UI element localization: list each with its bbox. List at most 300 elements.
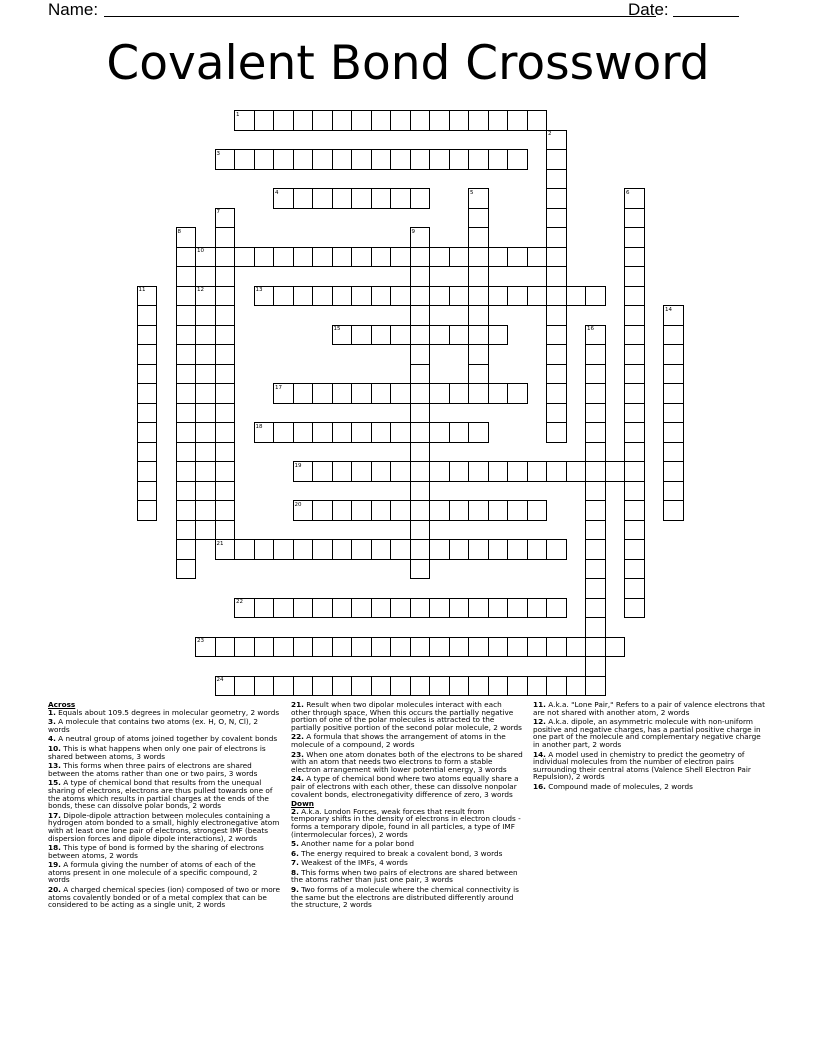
grid-cell[interactable]: [546, 305, 567, 326]
grid-cell[interactable]: [273, 149, 294, 170]
grid-cell[interactable]: [429, 383, 450, 404]
grid-cell[interactable]: [624, 286, 645, 307]
grid-cell[interactable]: [585, 442, 606, 463]
grid-cell[interactable]: [410, 364, 431, 385]
grid-cell[interactable]: [176, 325, 197, 346]
grid-cell[interactable]: [410, 539, 431, 560]
grid-cell[interactable]: [546, 598, 567, 619]
grid-cell[interactable]: [507, 247, 528, 268]
grid-cell[interactable]: [624, 598, 645, 619]
grid-cell[interactable]: [585, 598, 606, 619]
grid-cell[interactable]: [176, 559, 197, 580]
grid-cell[interactable]: [546, 344, 567, 365]
grid-cell[interactable]: [371, 325, 392, 346]
grid-cell[interactable]: [176, 539, 197, 560]
grid-cell[interactable]: [390, 383, 411, 404]
grid-cell[interactable]: [312, 461, 333, 482]
grid-cell[interactable]: [507, 637, 528, 658]
grid-cell[interactable]: [371, 110, 392, 131]
grid-cell[interactable]: [137, 383, 158, 404]
grid-cell[interactable]: [293, 149, 314, 170]
grid-cell[interactable]: [176, 266, 197, 287]
grid-cell[interactable]: [585, 617, 606, 638]
grid-cell[interactable]: [585, 383, 606, 404]
grid-cell[interactable]: [410, 383, 431, 404]
grid-cell[interactable]: [585, 539, 606, 560]
grid-cell[interactable]: [624, 520, 645, 541]
grid-cell[interactable]: [410, 500, 431, 521]
grid-cell[interactable]: [215, 247, 236, 268]
grid-cell[interactable]: [585, 500, 606, 521]
grid-cell[interactable]: [585, 364, 606, 385]
grid-cell[interactable]: [176, 500, 197, 521]
grid-cell[interactable]: [137, 325, 158, 346]
grid-cell[interactable]: [215, 481, 236, 502]
grid-cell[interactable]: [312, 149, 333, 170]
grid-cell[interactable]: [410, 559, 431, 580]
grid-cell[interactable]: [195, 520, 216, 541]
grid-cell[interactable]: [254, 247, 275, 268]
grid-cell[interactable]: [585, 559, 606, 580]
grid-cell[interactable]: [663, 403, 684, 424]
grid-cell[interactable]: [546, 286, 567, 307]
grid-cell[interactable]: [195, 461, 216, 482]
grid-cell[interactable]: [371, 461, 392, 482]
grid-cell[interactable]: [624, 481, 645, 502]
grid-cell[interactable]: [176, 481, 197, 502]
grid-cell[interactable]: [624, 461, 645, 482]
grid-cell[interactable]: [624, 266, 645, 287]
grid-cell[interactable]: [371, 637, 392, 658]
grid-cell[interactable]: [351, 325, 372, 346]
grid-cell[interactable]: [624, 442, 645, 463]
grid-cell[interactable]: [449, 500, 470, 521]
grid-cell[interactable]: [468, 247, 489, 268]
grid-cell[interactable]: [585, 656, 606, 677]
grid-cell[interactable]: [585, 461, 606, 482]
grid-cell[interactable]: [663, 344, 684, 365]
grid-cell[interactable]: [390, 247, 411, 268]
grid-cell[interactable]: [410, 266, 431, 287]
grid-cell[interactable]: [663, 500, 684, 521]
grid-cell[interactable]: [215, 520, 236, 541]
grid-cell[interactable]: [468, 227, 489, 248]
grid-cell[interactable]: [410, 325, 431, 346]
grid-cell[interactable]: [137, 305, 158, 326]
grid-cell[interactable]: [215, 305, 236, 326]
grid-cell[interactable]: [546, 422, 567, 443]
grid-cell[interactable]: [273, 110, 294, 131]
grid-cell[interactable]: [312, 637, 333, 658]
grid-cell[interactable]: [351, 422, 372, 443]
grid-cell[interactable]: [624, 422, 645, 443]
grid-cell[interactable]: [585, 520, 606, 541]
grid-cell[interactable]: [371, 500, 392, 521]
grid-cell[interactable]: [351, 188, 372, 209]
grid-cell[interactable]: [566, 461, 587, 482]
grid-cell[interactable]: [546, 539, 567, 560]
grid-cell[interactable]: [215, 461, 236, 482]
grid-cell[interactable]: [449, 637, 470, 658]
grid-cell[interactable]: [507, 598, 528, 619]
grid-cell[interactable]: [176, 364, 197, 385]
grid-cell[interactable]: [195, 442, 216, 463]
grid-cell[interactable]: [215, 442, 236, 463]
grid-cell[interactable]: [332, 637, 353, 658]
grid-cell[interactable]: [176, 247, 197, 268]
grid-cell[interactable]: [663, 325, 684, 346]
grid-cell[interactable]: [449, 539, 470, 560]
grid-cell[interactable]: [312, 383, 333, 404]
grid-cell[interactable]: [624, 305, 645, 326]
grid-cell[interactable]: [429, 422, 450, 443]
grid-cell[interactable]: [234, 247, 255, 268]
grid-cell[interactable]: [176, 305, 197, 326]
grid-cell[interactable]: [195, 344, 216, 365]
grid-cell[interactable]: [293, 539, 314, 560]
grid-cell[interactable]: [273, 247, 294, 268]
grid-cell[interactable]: [312, 500, 333, 521]
grid-cell[interactable]: [488, 637, 509, 658]
grid-cell[interactable]: [410, 481, 431, 502]
grid-cell[interactable]: [371, 676, 392, 697]
grid-cell[interactable]: [449, 383, 470, 404]
grid-cell[interactable]: [488, 286, 509, 307]
grid-cell[interactable]: [527, 500, 548, 521]
grid-cell[interactable]: [624, 500, 645, 521]
grid-cell[interactable]: [371, 422, 392, 443]
grid-cell[interactable]: [390, 325, 411, 346]
grid-cell[interactable]: [195, 500, 216, 521]
grid-cell[interactable]: [468, 364, 489, 385]
grid-cell[interactable]: [332, 110, 353, 131]
grid-cell[interactable]: [195, 481, 216, 502]
grid-cell[interactable]: [176, 403, 197, 424]
grid-cell[interactable]: [273, 539, 294, 560]
grid-cell[interactable]: [527, 637, 548, 658]
grid-cell[interactable]: [137, 403, 158, 424]
grid-cell[interactable]: [215, 637, 236, 658]
grid-cell[interactable]: [312, 110, 333, 131]
grid-cell[interactable]: [234, 149, 255, 170]
grid-cell[interactable]: [429, 676, 450, 697]
grid-cell[interactable]: [566, 286, 587, 307]
grid-cell[interactable]: [429, 637, 450, 658]
grid-cell[interactable]: [195, 364, 216, 385]
grid-cell[interactable]: [234, 637, 255, 658]
grid-cell[interactable]: [254, 598, 275, 619]
grid-cell[interactable]: [332, 188, 353, 209]
grid-cell[interactable]: [215, 325, 236, 346]
grid-cell[interactable]: [410, 520, 431, 541]
grid-cell[interactable]: [215, 403, 236, 424]
grid-cell[interactable]: [624, 208, 645, 229]
grid-cell[interactable]: [429, 286, 450, 307]
grid-cell[interactable]: [624, 227, 645, 248]
grid-cell[interactable]: [332, 500, 353, 521]
grid-cell[interactable]: [410, 676, 431, 697]
grid-cell[interactable]: [390, 676, 411, 697]
grid-cell[interactable]: [488, 676, 509, 697]
grid-cell[interactable]: [663, 461, 684, 482]
grid-cell[interactable]: [468, 286, 489, 307]
grid-cell[interactable]: [254, 539, 275, 560]
grid-cell[interactable]: [410, 637, 431, 658]
grid-cell[interactable]: [546, 208, 567, 229]
grid-cell[interactable]: [449, 149, 470, 170]
grid-cell[interactable]: [468, 598, 489, 619]
grid-cell[interactable]: [351, 500, 372, 521]
grid-cell[interactable]: [332, 422, 353, 443]
grid-cell[interactable]: [371, 286, 392, 307]
grid-cell[interactable]: [351, 598, 372, 619]
grid-cell[interactable]: [468, 325, 489, 346]
grid-cell[interactable]: [312, 286, 333, 307]
grid-cell[interactable]: [176, 442, 197, 463]
grid-cell[interactable]: [312, 422, 333, 443]
grid-cell[interactable]: [293, 110, 314, 131]
grid-cell[interactable]: [390, 637, 411, 658]
grid-cell[interactable]: [585, 637, 606, 658]
grid-cell[interactable]: [429, 325, 450, 346]
grid-cell[interactable]: [546, 383, 567, 404]
grid-cell[interactable]: [488, 110, 509, 131]
grid-cell[interactable]: [527, 461, 548, 482]
grid-cell[interactable]: [293, 598, 314, 619]
grid-cell[interactable]: [624, 247, 645, 268]
grid-cell[interactable]: [468, 149, 489, 170]
grid-cell[interactable]: [215, 422, 236, 443]
grid-cell[interactable]: [312, 676, 333, 697]
grid-cell[interactable]: [332, 383, 353, 404]
grid-cell[interactable]: [176, 344, 197, 365]
grid-cell[interactable]: [507, 676, 528, 697]
grid-cell[interactable]: [351, 247, 372, 268]
grid-cell[interactable]: [332, 539, 353, 560]
grid-cell[interactable]: [507, 383, 528, 404]
grid-cell[interactable]: [546, 461, 567, 482]
grid-cell[interactable]: [624, 578, 645, 599]
grid-cell[interactable]: [429, 461, 450, 482]
grid-cell[interactable]: [410, 598, 431, 619]
grid-cell[interactable]: [566, 676, 587, 697]
grid-cell[interactable]: [215, 383, 236, 404]
grid-cell[interactable]: [195, 383, 216, 404]
grid-cell[interactable]: [624, 344, 645, 365]
grid-cell[interactable]: [351, 286, 372, 307]
grid-cell[interactable]: [273, 676, 294, 697]
grid-cell[interactable]: [624, 383, 645, 404]
grid-cell[interactable]: [507, 149, 528, 170]
grid-cell[interactable]: [507, 461, 528, 482]
grid-cell[interactable]: [234, 676, 255, 697]
grid-cell[interactable]: [410, 305, 431, 326]
grid-cell[interactable]: [605, 637, 626, 658]
grid-cell[interactable]: [390, 110, 411, 131]
grid-cell[interactable]: [585, 578, 606, 599]
grid-cell[interactable]: [546, 364, 567, 385]
grid-cell[interactable]: [390, 422, 411, 443]
grid-cell[interactable]: [410, 286, 431, 307]
grid-cell[interactable]: [546, 188, 567, 209]
grid-cell[interactable]: [371, 383, 392, 404]
grid-cell[interactable]: [293, 286, 314, 307]
grid-cell[interactable]: [137, 364, 158, 385]
grid-cell[interactable]: [390, 539, 411, 560]
grid-cell[interactable]: [488, 325, 509, 346]
grid-cell[interactable]: [332, 149, 353, 170]
grid-cell[interactable]: [176, 520, 197, 541]
grid-cell[interactable]: [254, 637, 275, 658]
grid-cell[interactable]: [195, 403, 216, 424]
grid-cell[interactable]: [332, 676, 353, 697]
grid-cell[interactable]: [585, 422, 606, 443]
grid-cell[interactable]: [507, 539, 528, 560]
grid-cell[interactable]: [410, 110, 431, 131]
grid-cell[interactable]: [468, 539, 489, 560]
grid-cell[interactable]: [488, 247, 509, 268]
grid-cell[interactable]: [488, 539, 509, 560]
grid-cell[interactable]: [585, 286, 606, 307]
grid-cell[interactable]: [449, 325, 470, 346]
grid-cell[interactable]: [488, 598, 509, 619]
grid-cell[interactable]: [351, 539, 372, 560]
grid-cell[interactable]: [332, 286, 353, 307]
grid-cell[interactable]: [137, 442, 158, 463]
grid-cell[interactable]: [663, 481, 684, 502]
grid-cell[interactable]: [176, 461, 197, 482]
grid-cell[interactable]: [546, 169, 567, 190]
grid-cell[interactable]: [137, 461, 158, 482]
grid-cell[interactable]: [390, 500, 411, 521]
grid-cell[interactable]: [429, 598, 450, 619]
grid-cell[interactable]: [468, 110, 489, 131]
grid-cell[interactable]: [449, 676, 470, 697]
grid-cell[interactable]: [137, 344, 158, 365]
grid-cell[interactable]: [585, 676, 606, 697]
grid-cell[interactable]: [507, 286, 528, 307]
grid-cell[interactable]: [293, 383, 314, 404]
grid-cell[interactable]: [293, 637, 314, 658]
grid-cell[interactable]: [312, 598, 333, 619]
grid-cell[interactable]: [273, 422, 294, 443]
grid-cell[interactable]: [351, 676, 372, 697]
grid-cell[interactable]: [332, 247, 353, 268]
grid-cell[interactable]: [468, 383, 489, 404]
grid-cell[interactable]: [351, 383, 372, 404]
grid-cell[interactable]: [488, 149, 509, 170]
grid-cell[interactable]: [527, 676, 548, 697]
grid-cell[interactable]: [429, 110, 450, 131]
grid-cell[interactable]: [468, 266, 489, 287]
grid-cell[interactable]: [176, 286, 197, 307]
grid-cell[interactable]: [137, 422, 158, 443]
grid-cell[interactable]: [663, 442, 684, 463]
grid-cell[interactable]: [293, 247, 314, 268]
grid-cell[interactable]: [351, 461, 372, 482]
grid-cell[interactable]: [488, 383, 509, 404]
grid-cell[interactable]: [371, 539, 392, 560]
grid-cell[interactable]: [488, 461, 509, 482]
grid-cell[interactable]: [254, 676, 275, 697]
grid-cell[interactable]: [312, 188, 333, 209]
grid-cell[interactable]: [293, 422, 314, 443]
grid-cell[interactable]: [527, 598, 548, 619]
grid-cell[interactable]: [527, 110, 548, 131]
grid-cell[interactable]: [566, 637, 587, 658]
grid-cell[interactable]: [215, 266, 236, 287]
grid-cell[interactable]: [332, 461, 353, 482]
grid-cell[interactable]: [449, 247, 470, 268]
grid-cell[interactable]: [390, 461, 411, 482]
grid-cell[interactable]: [410, 188, 431, 209]
grid-cell[interactable]: [546, 676, 567, 697]
grid-cell[interactable]: [293, 676, 314, 697]
grid-cell[interactable]: [390, 286, 411, 307]
grid-cell[interactable]: [390, 149, 411, 170]
grid-cell[interactable]: [546, 325, 567, 346]
grid-cell[interactable]: [273, 286, 294, 307]
grid-cell[interactable]: [429, 247, 450, 268]
grid-cell[interactable]: [585, 403, 606, 424]
grid-cell[interactable]: [605, 461, 626, 482]
grid-cell[interactable]: [449, 110, 470, 131]
grid-cell[interactable]: [624, 403, 645, 424]
grid-cell[interactable]: [449, 461, 470, 482]
grid-cell[interactable]: [215, 286, 236, 307]
grid-cell[interactable]: [351, 149, 372, 170]
grid-cell[interactable]: [624, 364, 645, 385]
grid-cell[interactable]: [410, 461, 431, 482]
grid-cell[interactable]: [546, 266, 567, 287]
grid-cell[interactable]: [527, 539, 548, 560]
grid-cell[interactable]: [410, 149, 431, 170]
grid-cell[interactable]: [429, 500, 450, 521]
grid-cell[interactable]: [468, 637, 489, 658]
grid-cell[interactable]: [429, 149, 450, 170]
grid-cell[interactable]: [527, 247, 548, 268]
grid-cell[interactable]: [410, 247, 431, 268]
grid-cell[interactable]: [254, 110, 275, 131]
grid-cell[interactable]: [468, 422, 489, 443]
grid-cell[interactable]: [527, 286, 548, 307]
grid-cell[interactable]: [176, 422, 197, 443]
grid-cell[interactable]: [371, 247, 392, 268]
grid-cell[interactable]: [449, 598, 470, 619]
grid-cell[interactable]: [585, 344, 606, 365]
grid-cell[interactable]: [468, 461, 489, 482]
grid-cell[interactable]: [254, 149, 275, 170]
grid-cell[interactable]: [449, 286, 470, 307]
grid-cell[interactable]: [546, 403, 567, 424]
grid-cell[interactable]: [410, 422, 431, 443]
grid-cell[interactable]: [663, 364, 684, 385]
grid-cell[interactable]: [371, 149, 392, 170]
grid-cell[interactable]: [137, 481, 158, 502]
grid-cell[interactable]: [488, 500, 509, 521]
grid-cell[interactable]: [371, 598, 392, 619]
grid-cell[interactable]: [624, 559, 645, 580]
grid-cell[interactable]: [507, 110, 528, 131]
grid-cell[interactable]: [507, 500, 528, 521]
grid-cell[interactable]: [312, 247, 333, 268]
grid-cell[interactable]: [449, 422, 470, 443]
grid-cell[interactable]: [195, 422, 216, 443]
grid-cell[interactable]: [429, 539, 450, 560]
grid-cell[interactable]: [273, 598, 294, 619]
grid-cell[interactable]: [215, 500, 236, 521]
grid-cell[interactable]: [273, 637, 294, 658]
